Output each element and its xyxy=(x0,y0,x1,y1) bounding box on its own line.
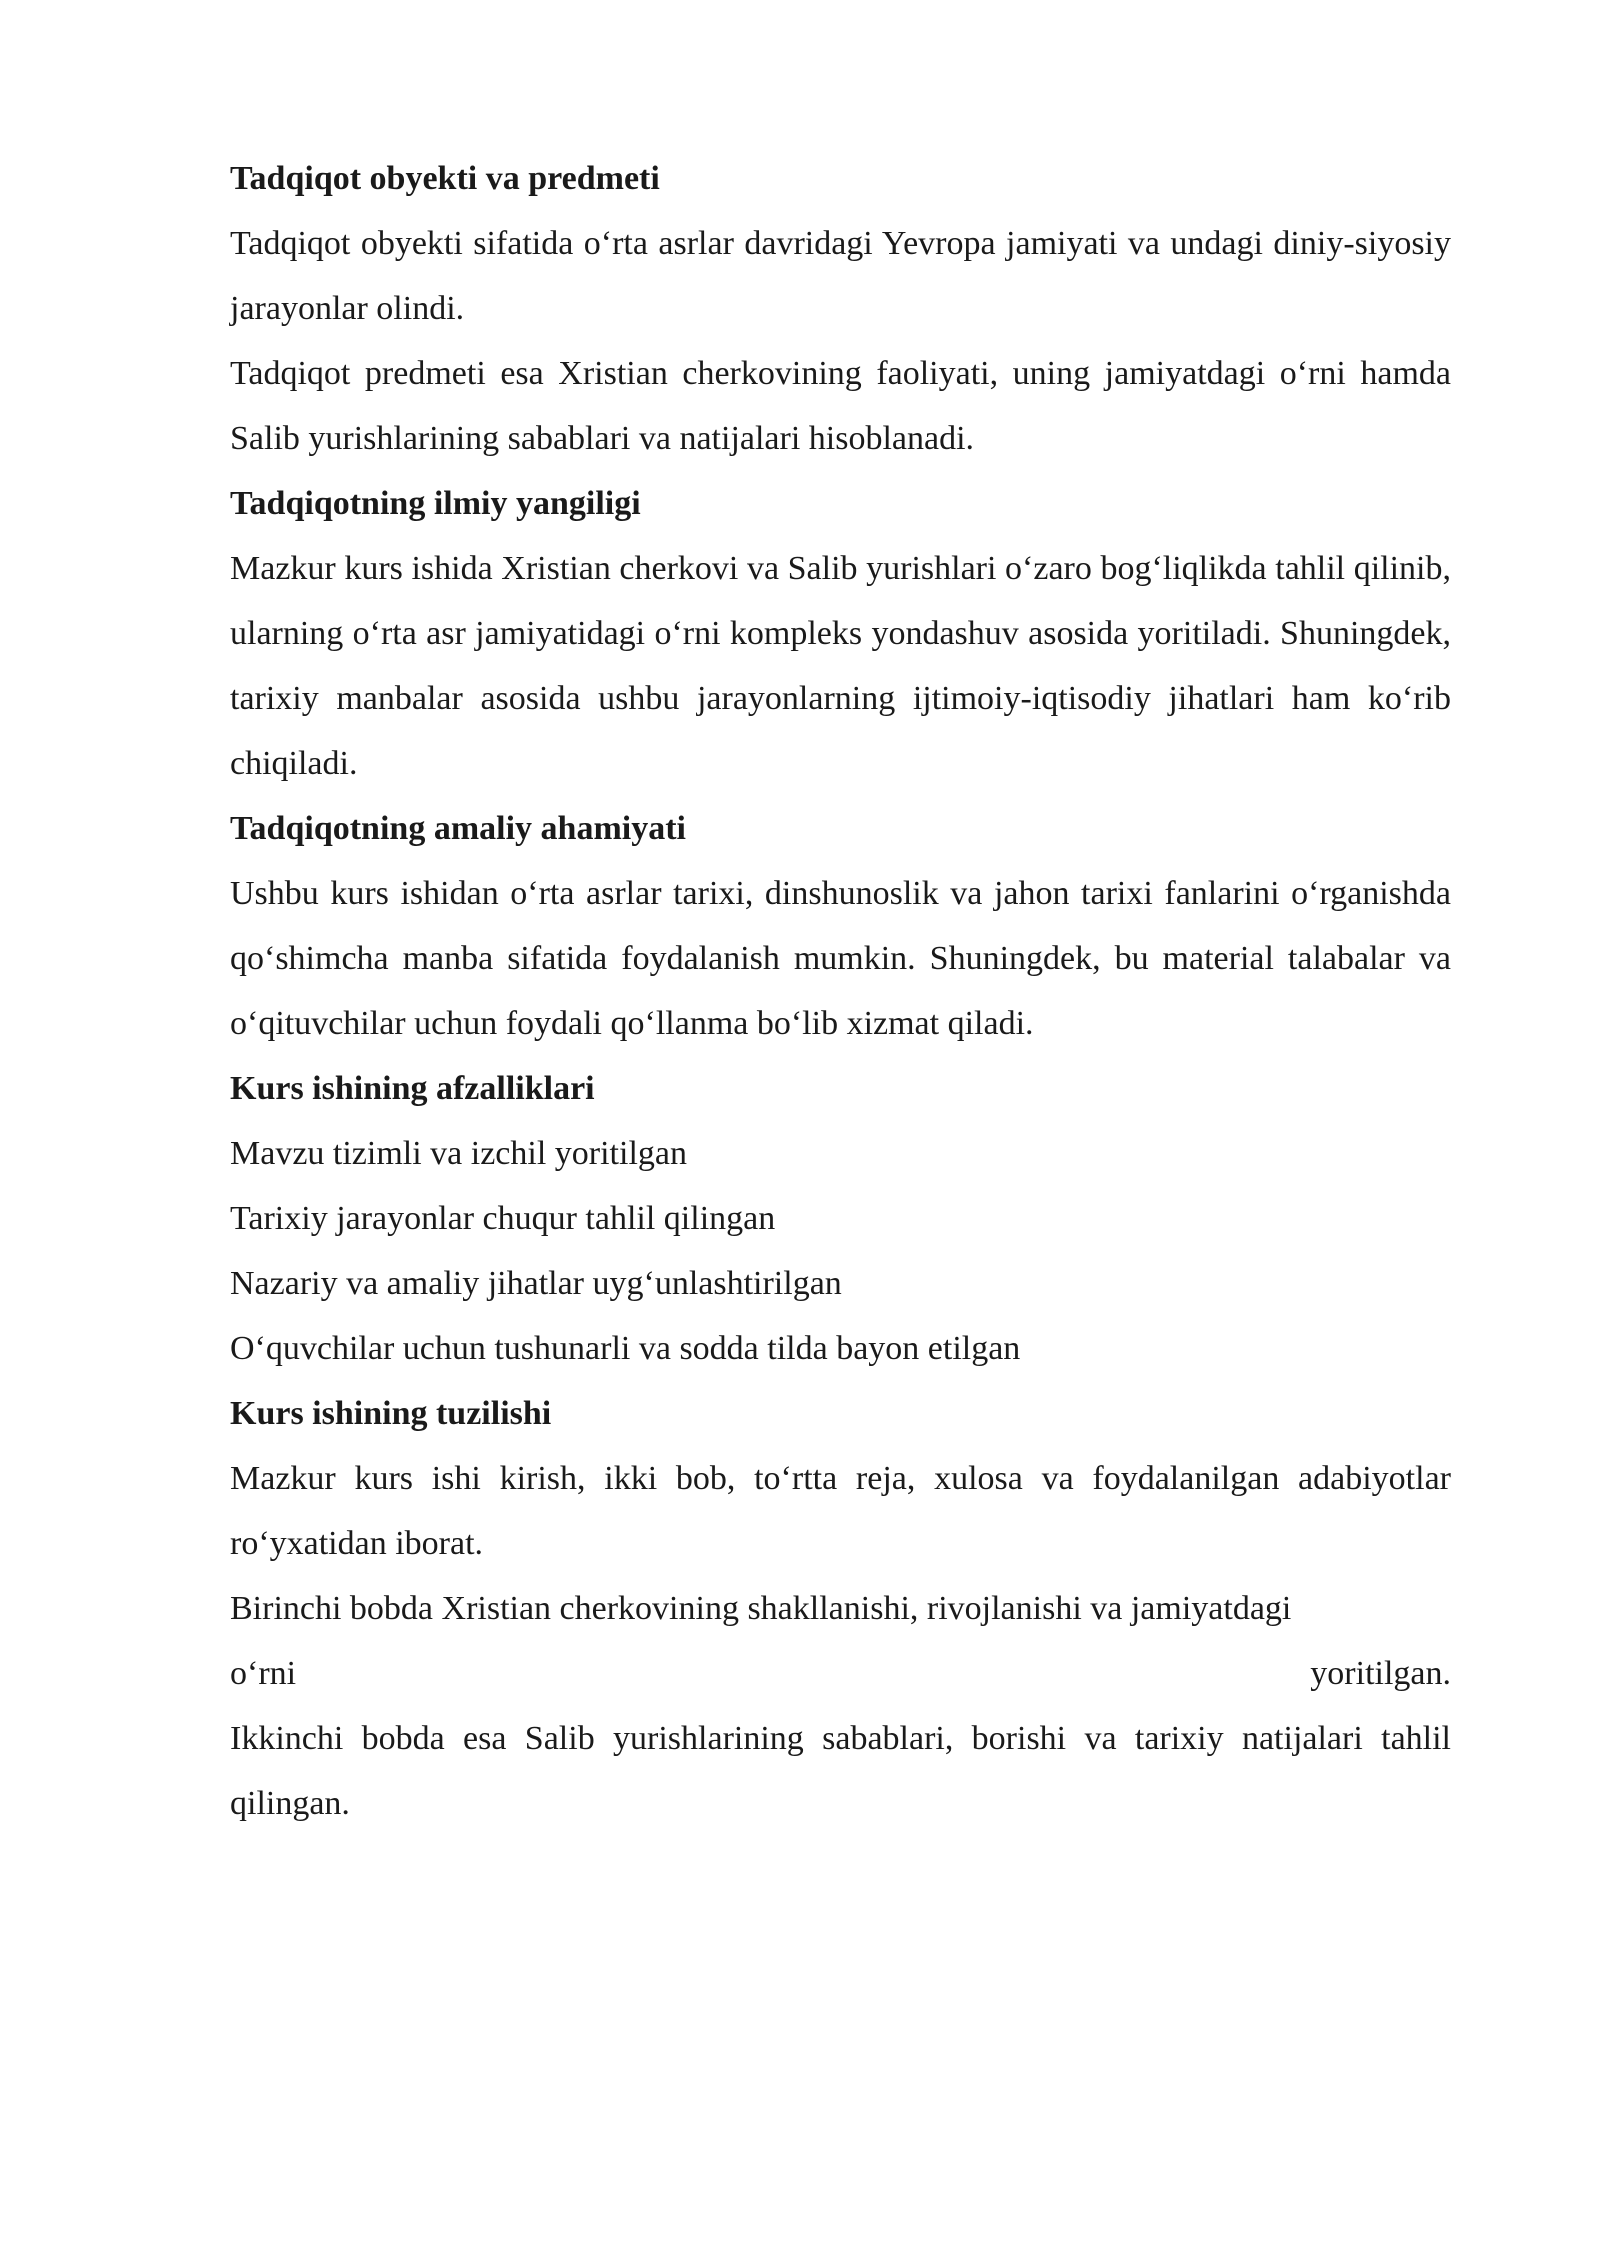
heading-advantages: Kurs ishining afzalliklari xyxy=(230,1070,595,1107)
paragraph-novelty: Mazkur kurs ishida Xristian cherkovi va Salib yurishlari o‘zaro bog‘liqlikda tahlil qilinib, ularning o‘rta asr jamiyatidagi o‘rni kompleks yondashuv asosida yoritiladi. Shuningdek, tarixiy manbalar asosida ushbu jarayonlarning ijtimoiy-iqtisodiy jihatlari ham ko‘rib chiqiladi. xyxy=(230,550,1451,782)
heading-novelty: Tadqiqotning ilmiy yangiligi xyxy=(230,485,641,522)
heading-structure: Kurs ishining tuzilishi xyxy=(230,1395,552,1432)
paragraph-structure-3: Ikkinchi bobda esa Salib yurishlarining sabablari, borishi va tarixiy natijalari tahlil qilingan. xyxy=(230,1720,1451,1822)
split-line-left: o‘rni xyxy=(230,1655,297,1692)
paragraph-structure-1: Mazkur kurs ishi kirish, ikki bob, to‘rtta reja, xulosa va foydalanilgan adabiyotlar ro‘yxatidan iborat. xyxy=(230,1460,1451,1562)
document-body xyxy=(230,146,1451,1836)
heading-practical: Tadqiqotning amaliy ahamiyati xyxy=(230,810,686,847)
list-item-advantage: O‘quvchilar uchun tushunarli va sodda tilda bayon etilgan xyxy=(230,1330,1021,1367)
list-item-advantage: Mavzu tizimli va izchil yoritilgan xyxy=(230,1135,687,1172)
list-item-advantage: Nazariy va amaliy jihatlar uyg‘unlashtirilgan xyxy=(230,1265,842,1302)
paragraph-practical: Ushbu kurs ishidan o‘rta asrlar tarixi, dinshunoslik va jahon tarixi fanlarini o‘rganishda qo‘shimcha manba sifatida foydalanish mumkin. Shuningdek, bu material talabalar va o‘qituvchilar uchun foydali qo‘llanma bo‘lib xizmat qiladi. xyxy=(230,875,1451,1042)
paragraph-structure-2-end xyxy=(230,1641,1451,1706)
list-item-advantage: Tarixiy jarayonlar chuqur tahlil qilingan xyxy=(230,1200,776,1237)
paragraph-object-1: Tadqiqot obyekti sifatida o‘rta asrlar davridagi Yevropa jamiyati va undagi diniy-siyosiy jarayonlar olindi. xyxy=(230,225,1451,327)
split-line-right: yoritilgan. xyxy=(1310,1655,1451,1692)
paragraph-structure-2: Birinchi bobda Xristian cherkovining shakllanishi, rivojlanishi va jamiyatdagi xyxy=(230,1590,1292,1627)
paragraph-object-2: Tadqiqot predmeti esa Xristian cherkovining faoliyati, uning jamiyatdagi o‘rni hamda Salib yurishlarining sabablari va natijalari hisoblanadi. xyxy=(230,355,1451,457)
heading-object: Tadqiqot obyekti va predmeti xyxy=(230,160,660,197)
